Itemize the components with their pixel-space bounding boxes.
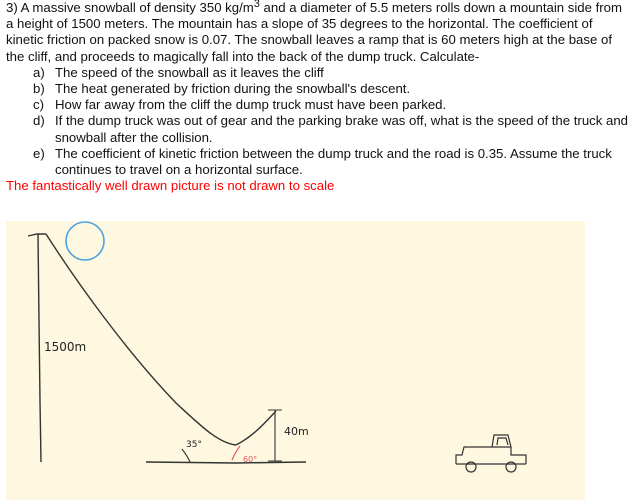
ramp-angle-label: 60° <box>243 455 258 464</box>
part-text: How far away from the cliff the dump truck must have been parked. <box>55 97 447 113</box>
scale-note: The fantastically well drawn picture is not drawn to scale <box>6 178 335 194</box>
question-part-b <box>33 81 628 97</box>
truck-cab <box>492 435 511 447</box>
sketch-canvas <box>6 221 585 500</box>
problem-sketch <box>6 221 585 500</box>
part-text: The heat generated by friction during the snowball's descent. <box>55 81 411 97</box>
slope-angle-label: 35° <box>186 440 202 450</box>
ground-line <box>146 462 306 463</box>
ramp <box>236 411 276 445</box>
question-part-a <box>33 65 628 81</box>
part-text: If the dump truck was out of gear and the parking brake was off, what is the speed of the truck and snowball after the collision. <box>55 113 629 145</box>
height-label: 1500m <box>44 340 87 354</box>
problem-text-part1: A massive snowball of density 350 kg/m <box>20 0 254 15</box>
question-parts <box>6 65 628 178</box>
problem-text-part2: and a diameter of 5.5 meters rolls down a mountain side from a height of 1500 meters. The mountain has a slope of 35 degrees to the horizontal. The coefficient of kinetic friction on packed snow is 0.07. The snowball leaves a ramp that is 60 meters high at the base of the cliff, and proceeds to magically fall into the back of the dump truck. Calculate- <box>6 0 622 64</box>
part-label: c) <box>33 97 44 113</box>
cliff-wall <box>38 234 41 462</box>
truck-window <box>497 438 508 445</box>
problem-text <box>6 0 628 194</box>
part-label: b) <box>33 81 45 97</box>
ramp-height-label: 40m <box>284 425 309 438</box>
density-exponent: 3 <box>253 0 260 10</box>
question-part-c <box>33 97 628 113</box>
question-part-d <box>33 113 628 145</box>
problem-statement <box>6 0 628 65</box>
slope-angle-arc <box>182 449 190 462</box>
dump-truck <box>456 435 526 472</box>
truck-body <box>456 447 526 464</box>
part-label: d) <box>33 113 45 129</box>
problem-number: 3) <box>6 0 18 15</box>
part-label: e) <box>33 145 45 161</box>
ramp-angle-arc <box>232 446 240 460</box>
part-text: The coefficient of kinetic friction between the dump truck and the road is 0.35. Assume the truck continues to travel on a horizontal surface. <box>55 145 612 178</box>
part-text: The speed of the snowball as it leaves the cliff <box>55 64 324 80</box>
snowball <box>66 222 104 260</box>
part-label: a) <box>33 64 45 80</box>
cliff-top-ledge <box>28 234 46 236</box>
question-part-e <box>33 146 628 178</box>
